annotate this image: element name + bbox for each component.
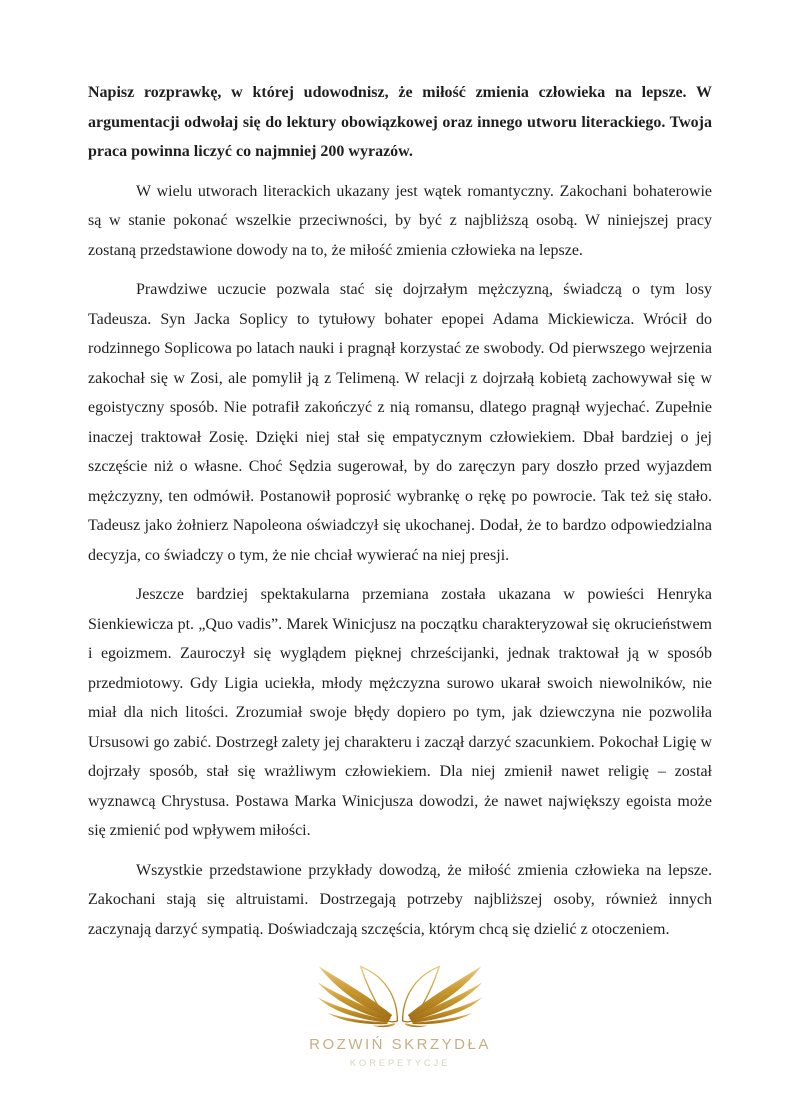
essay-paragraph-conclusion: Wszystkie przedstawione przykłady dowodzą, że miłość zmienia człowieka na lepsze. Zakochani stają się altruistami. Dostrzegają potrzeby najbliższej osoby, również innych zaczynają darzyć sympatią. Doświadczają szczęścia, którym chcą się dzielić z otoczeniem. <box>88 861 712 938</box>
essay-paragraph-argument-2: Jeszcze bardziej spektakularna przemiana została ukazana w powieści Henryka Sienkiewicza pt. „Quo vadis”. Marek Winicjusz na początku charakteryzował się okrucieństwem i egoizmem. Zauroczył się wyglądem pięknej chrześcijanki, jednak traktował ją w sposób przedmiotowy. Gdy Ligia uciekła, młody mężczyzna surowo ukarał swoich niewolników, nie miał dla nich litości. Zrozumiał swoje błędy dopiero po tym, jak dziewczyna nie pozwoliła Ursusowi go zabić. Dostrzegł zalety jej charakteru i zaczął darzyć szacunkiem. Pokochał Ligię w dojrzały sposób, stał się wrażliwym człowiekiem. Dla niej zmienił nawet religię – został wyznawcą Chrystusa. Postawa Marka Winicjusza dowodzi, że nawet największy egoista może się zmienić pod wpływem miłości. <box>88 586 712 839</box>
logo-brand-name: ROZWIŃ SKRZYDŁA <box>309 1036 491 1053</box>
essay-body <box>88 78 712 944</box>
essay-prompt: Napisz rozprawkę, w której udowodnisz, że miłość zmienia człowieka na lepsze. W argumentacji odwołaj się do lektury obowiązkowej oraz innego utworu literackiego. Twoja praca powinna liczyć co najmniej 200 wyrazów. <box>88 84 712 160</box>
essay-paragraph-introduction: W wielu utworach literackich ukazany jest wątek romantyczny. Zakochani bohaterowie są w stanie pokonać wszelkie przeciwności, by być z najbliższą osobą. W niniejszej pracy zostaną przedstawione dowody na to, że miłość zmienia człowieka na lepsze. <box>88 182 712 259</box>
wings-icon <box>312 960 488 1032</box>
logo <box>88 960 712 1069</box>
essay-paragraph-argument-1: Prawdziwe uczucie pozwala stać się dojrzałym mężczyzną, świadczą o tym losy Tadeusza. Syn Jacka Soplicy to tytułowy bohater epopei Adama Mickiewicza. Wrócił do rodzinnego Soplicowa po latach nauki i pragnął korzystać ze swobody. Od pierwszego wejrzenia zakochał się w Zosi, ale pomylił ją z Telimeną. W relacji z dojrzałą kobietą zachowywał się w egoistyczny sposób. Nie potrafił zakończyć z nią romansu, dlatego pragnął wyjechać. Zupełnie inaczej traktował Zosię. Dzięki niej stał się empatycznym człowiekiem. Dbał bardziej o jej szczęście niż o własne. Choć Sędzia sugerował, by do zaręczyn pary doszło przed wyjazdem mężczyzny, ten odmówił. Postanowił poprosić wybrankę o rękę po powrocie. Tak też się stało. Tadeusz jako żołnierz Napoleona oświadczył się ukochanej. Dodał, że to bardzo odpowiedzialna decyzja, co świadczy o tym, że nie chciał wywierać na niej presji. <box>88 281 712 564</box>
logo-tagline: KOREPETYCJE <box>349 1058 451 1069</box>
